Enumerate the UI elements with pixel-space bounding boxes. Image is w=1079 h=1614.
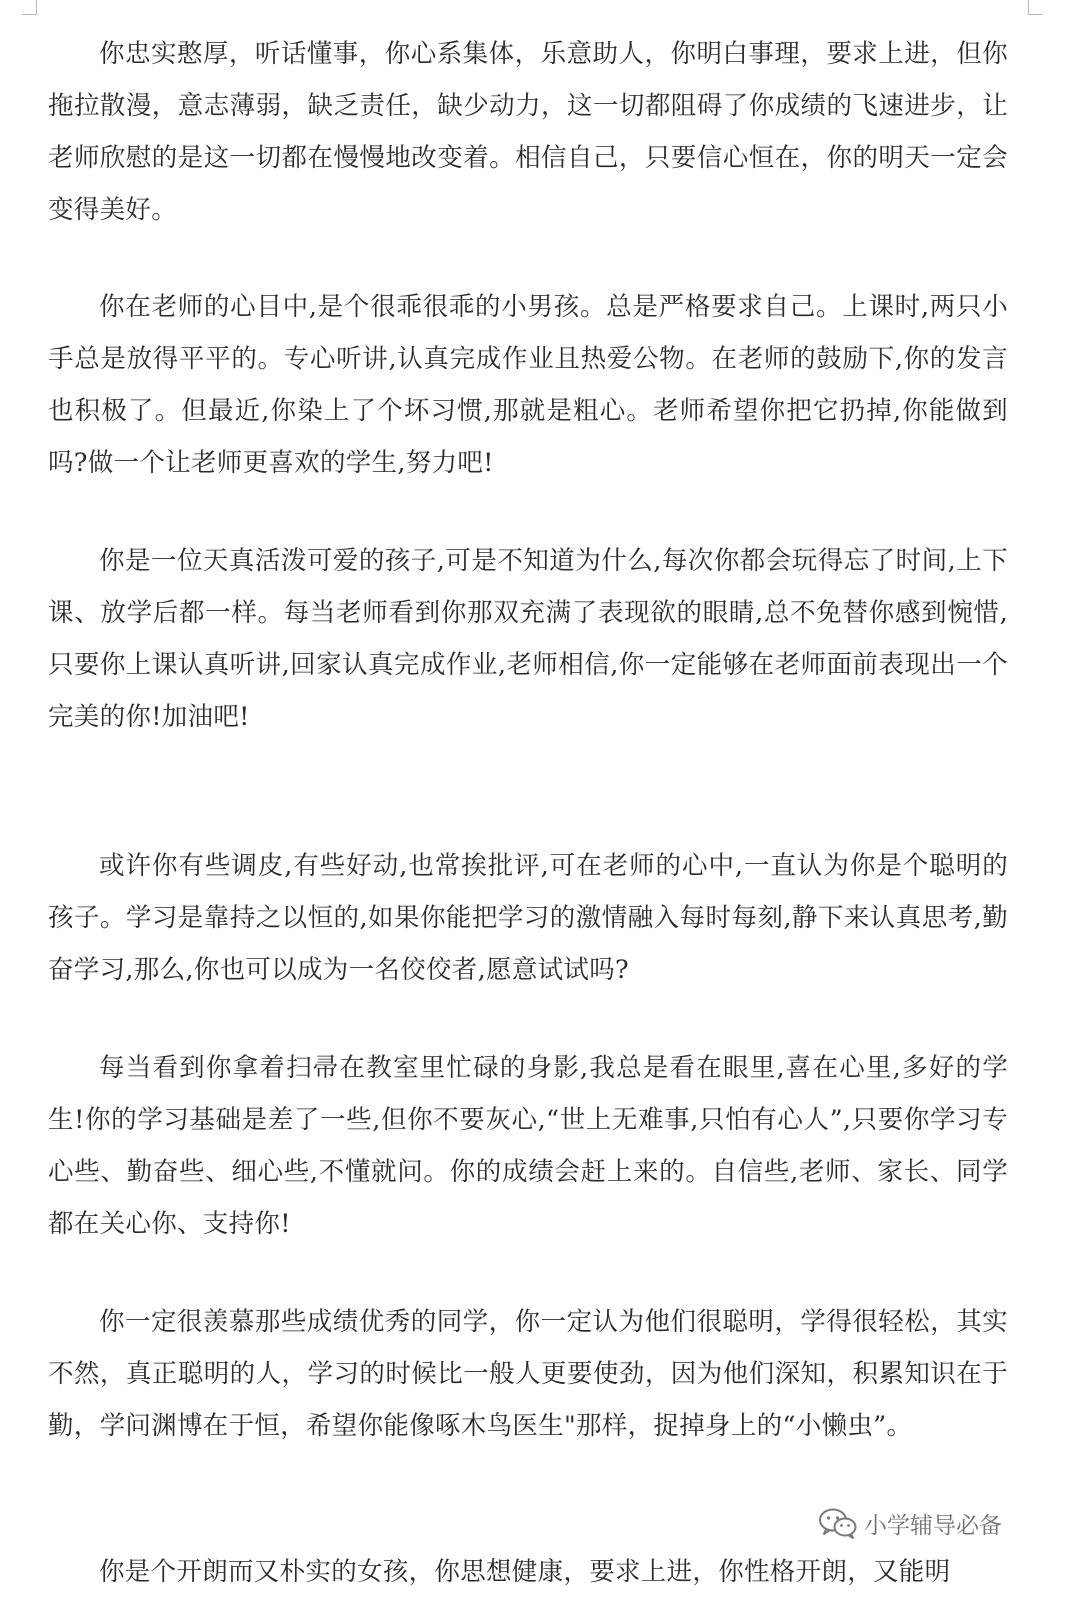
crop-mark-left bbox=[22, 0, 37, 15]
watermark bbox=[818, 1506, 1002, 1540]
paragraph-partial: 你是个开朗而又朴实的女孩，你思想健康，要求上进，你性格开朗，又能明 bbox=[99, 1557, 951, 1587]
paragraph: 你是一位天真活泼可爱的孩子,可是不知道为什么,每次你都会玩得忘了时间,上下课、放学后都一样。每当老师看到你那双充满了表现欲的眼睛,总不免替你感到惋惜,只要你上课认真听讲,回家认真完成作业,老师相信,你一定能够在老师面前表现出一个完美的你!加油吧! bbox=[48, 546, 1008, 732]
paragraph: 你一定很羡慕那些成绩优秀的同学，你一定认为他们很聪明，学得很轻松，其实不然，真正聪明的人，学习的时候比一般人更要使劲，因为他们深知，积累知识在于勤，学问渊博在于恒，希望你能像啄木鸟医生"那样，捉掉身上的“小懒虫”。 bbox=[48, 1307, 1008, 1441]
paragraph: 你忠实憨厚，听话懂事，你心系集体，乐意助人，你明白事理，要求上进，但你拖拉散漫，意志薄弱，缺乏责任，缺少动力，这一切都阻碍了你成绩的飞速进步，让老师欣慰的是这一切都在慢慢地改变着。相信自己，只要信心恒在，你的明天一定会变得美好。 bbox=[48, 39, 1008, 225]
paragraph: 每当看到你拿着扫帚在教室里忙碌的身影,我总是看在眼里,喜在心里,多好的学生!你的学习基础是差了一些,但你不要灰心,“世上无难事,只怕有心人”,只要你学习专心些、勤奋些、细心些,不懂就问。你的成绩会赶上来的。自信些,老师、家长、同学都在关心你、支持你! bbox=[48, 1053, 1008, 1239]
wechat-icon bbox=[818, 1507, 858, 1539]
crop-mark-right bbox=[1028, 0, 1043, 15]
watermark-text: 小学辅导必备 bbox=[864, 1512, 1002, 1539]
paragraph: 你在老师的心目中,是个很乖很乖的小男孩。总是严格要求自己。上课时,两只小手总是放得平平的。专心听讲,认真完成作业且热爱公物。在老师的鼓励下,你的发言也积极了。但最近,你染上了个坏习惯,那就是粗心。老师希望你把它扔掉,你能做到吗?做一个让老师更喜欢的学生,努力吧! bbox=[48, 292, 1008, 478]
paragraph: 或许你有些调皮,有些好动,也常挨批评,可在老师的心中,一直认为你是个聪明的孩子。学习是靠持之以恒的,如果你能把学习的激情融入每时每刻,静下来认真思考,勤奋学习,那么,你也可以成为一名佼佼者,愿意试试吗? bbox=[48, 851, 1008, 985]
